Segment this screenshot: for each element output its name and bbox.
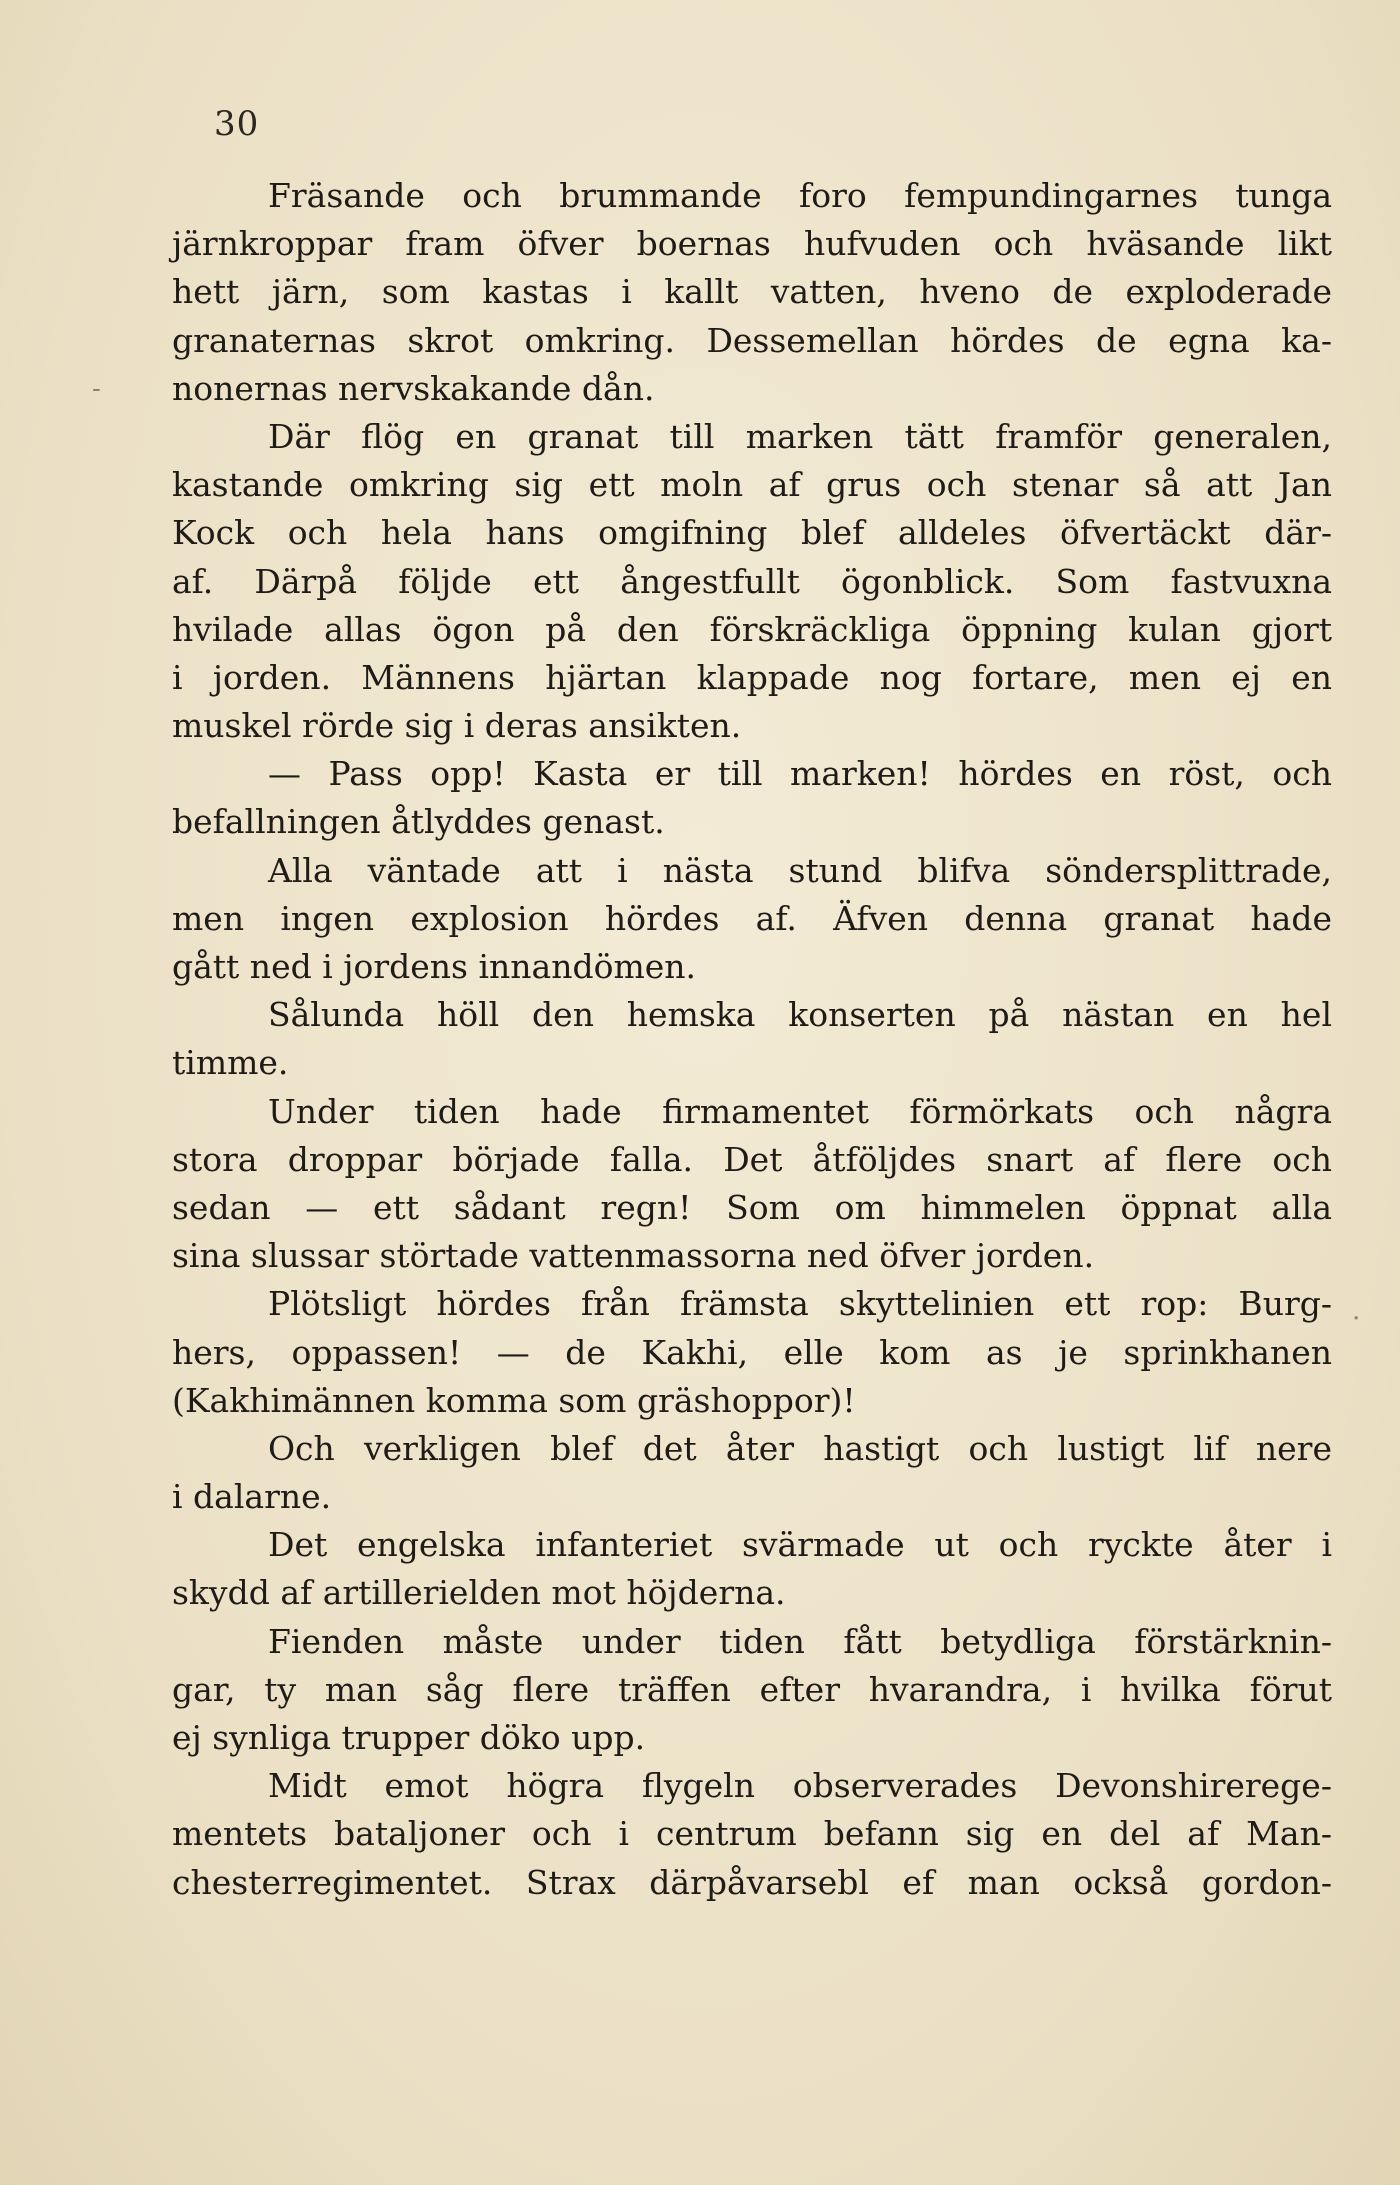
margin-mark-left: - (92, 374, 101, 404)
page-number: 30 (214, 104, 260, 144)
text-line: Och verkligen blef det åter hastigt och lustigt lif nere (268, 1428, 1332, 1468)
text-line: stora droppar började falla. Det åtföljdes snart af flere och (172, 1139, 1332, 1179)
text-line: Midt emot högra flygeln observerades Devonshirerege- (268, 1766, 1332, 1806)
text-line: (Kakhimännen komma som gräshoppor)! (172, 1380, 856, 1420)
text-line: skydd af artillerielden mot höjderna. (172, 1573, 786, 1613)
text-line: chesterregimentet. Strax därpåvarsebl ef man också gordon- (172, 1862, 1332, 1902)
text-line: befallningen åtlyddes genast. (172, 802, 665, 842)
text-line: i jorden. Männens hjärtan klappade nog fortare, men ej en (172, 657, 1332, 697)
text-line: ej synliga trupper döko upp. (172, 1718, 646, 1757)
margin-mark-right: . (1352, 1296, 1361, 1326)
text-line: af. Därpå följde ett ångestfullt ögonblick. Som fastvuxna (172, 561, 1332, 601)
text-line: gar, ty man såg flere träffen efter hvarandra, i hvilka förut (172, 1669, 1332, 1709)
text-line: Under tiden hade firmamentet förmörkats och några (268, 1091, 1332, 1131)
text-line: kastande omkring sig ett moln af grus och stenar så att Jan (172, 465, 1332, 505)
text-line: Fräsande och brummande foro fempundingarnes tunga (268, 176, 1332, 215)
text-line: hvilade allas ögon på den förskräckliga öppning kulan gjort (172, 609, 1332, 649)
text-line: Sålunda höll den hemska konserten på nästan en hel (268, 995, 1332, 1035)
text-line: sina slussar störtade vattenmassorna ned öfver jorden. (172, 1236, 1095, 1276)
text-line: Där flög en granat till marken tätt framför generalen, (268, 416, 1332, 456)
text-line: Alla väntade att i nästa stund blifva söndersplittrade, (268, 850, 1332, 890)
text-line: sedan — ett sådant regn! Som om himmelen öppnat alla (172, 1187, 1332, 1227)
text-line: granaternas skrot omkring. Dessemellan hördes de egna ka- (172, 320, 1332, 360)
text-line: järnkroppar fram öfver boernas hufvuden och hväsande likt (172, 224, 1332, 264)
body-text (172, 172, 1332, 1907)
text-line: gått ned i jordens innandömen. (172, 947, 697, 986)
text-line: Kock och hela hans omgifning blef alldeles öfvertäckt där- (172, 513, 1332, 553)
text-line: i dalarne. (172, 1477, 332, 1517)
text-line: men ingen explosion hördes af. Äfven denna granat hade (172, 898, 1332, 938)
text-line: muskel rörde sig i deras ansikten. (172, 706, 742, 746)
text-line: Plötsligt hördes från främsta skyttelinien ett rop: Burg- (268, 1284, 1332, 1324)
text-line: — Pass opp! Kasta er till marken! hördes en röst, och (268, 754, 1332, 794)
text-line: mentets bataljoner och i centrum befann sig en del af Man- (172, 1814, 1332, 1854)
text-line: Det engelska infanteriet svärmade ut och ryckte åter i (268, 1525, 1332, 1565)
text-line: nonernas nervskakande dån. (172, 368, 655, 408)
text-line: hers, oppassen! — de Kakhi, elle kom as je sprinkhanen (172, 1332, 1332, 1372)
text-line: timme. (172, 1043, 289, 1083)
text-line: hett järn, som kastas i kallt vatten, hveno de exploderade (172, 272, 1332, 312)
text-line: Fienden måste under tiden fått betydliga förstärknin- (268, 1621, 1332, 1661)
